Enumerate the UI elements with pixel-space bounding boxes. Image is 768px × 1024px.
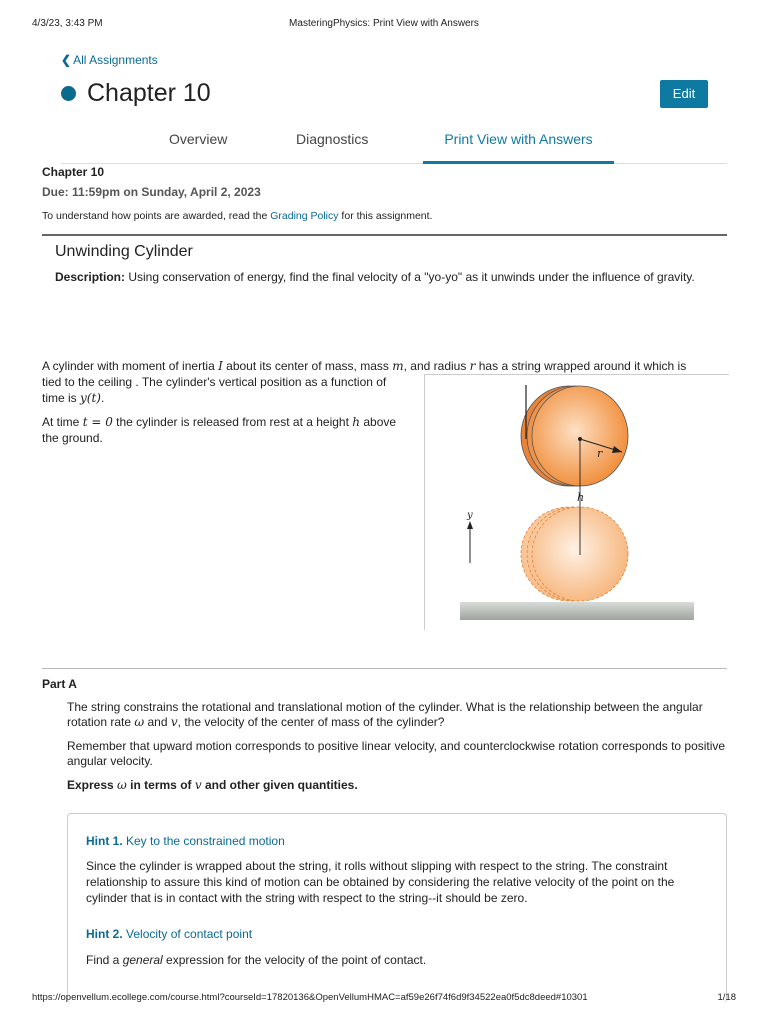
page-number: 1/18	[717, 992, 736, 1003]
math-y-of-t: y(t)	[80, 391, 101, 405]
instruction-text: Express	[67, 778, 118, 792]
hint-text: expression for the velocity of the point of contact.	[162, 953, 427, 967]
math-omega: ω	[134, 715, 145, 729]
tab-print-view-with-answers[interactable]: Print View with Answers	[423, 131, 614, 164]
hint-2-toggle[interactable]	[86, 927, 252, 941]
math-v: v	[194, 778, 202, 792]
part-a-title: Part A	[42, 677, 77, 691]
intro-text: tied to the ceiling . The cylinder's vertical position as a function of time is	[42, 375, 387, 405]
hint-1-toggle[interactable]	[86, 834, 285, 848]
intro-text: , and radius	[403, 359, 470, 373]
intro-text: above the ground.	[42, 415, 397, 445]
part-a-instruction	[67, 778, 727, 793]
description-label: Description:	[55, 270, 126, 284]
part-a-question	[67, 700, 727, 730]
part-a-body	[67, 700, 727, 802]
status-dot-icon	[61, 86, 76, 101]
chapter-title: Chapter 10	[87, 79, 211, 107]
all-assignments-link[interactable]	[61, 53, 158, 67]
problem-description	[55, 270, 735, 284]
tab-bar	[61, 124, 727, 164]
math-t-equals-0: t = 0	[82, 415, 113, 429]
hint-2-body	[86, 952, 711, 968]
y-axis-label: y	[467, 510, 473, 521]
math-I: I	[218, 359, 223, 373]
page-url: https://openvellum.ecollege.com/course.html?courseId=17820136&OpenVellumHMAC=af59e26f74f6d9f34522ea0f5dc8deed#10301	[32, 992, 588, 1003]
yo-yo-diagram	[425, 375, 730, 631]
math-m: m	[392, 359, 404, 373]
hint-1-body: Since the cylinder is wrapped about the string, it rolls without slipping with respect to the string. The constraint relationship to assure this kind of motion can be obtained by considering the relative velocity of the point on the cylinder that is in contact with the string with respect to the string--it should be zero.	[86, 859, 675, 905]
tab-diagnostics[interactable]: Diagnostics	[296, 131, 369, 147]
print-datetime: 4/3/23, 3:43 PM	[32, 18, 103, 29]
all-assignments-label: All Assignments	[73, 53, 158, 67]
grading-policy-link[interactable]: Grading Policy	[270, 210, 339, 222]
hints-panel	[67, 813, 727, 1003]
intro-text: the cylinder is released from rest at a height	[112, 415, 353, 429]
hint-number: Hint 1.	[86, 834, 123, 848]
hint-title: Key to the constrained motion	[122, 834, 285, 848]
problem-title: Unwinding Cylinder	[55, 243, 193, 260]
grading-policy-note	[42, 210, 432, 222]
hint-title: Velocity of contact point	[122, 927, 253, 941]
intro-text: A cylinder with moment of inertia	[42, 359, 219, 373]
math-h: h	[352, 415, 361, 429]
ground	[460, 602, 694, 620]
policy-text-before: To understand how points are awarded, read the	[42, 210, 271, 222]
description-text: Using conservation of energy, find the final velocity of a "yo-yo" as it unwinds under the influence of gravity.	[125, 270, 695, 284]
intro-line-1	[42, 358, 686, 374]
edit-button[interactable]: Edit	[660, 80, 708, 108]
intro-line-2	[42, 374, 407, 406]
height-label: h	[577, 491, 585, 504]
hint-emphasis: general	[122, 953, 163, 967]
tab-overview[interactable]: Overview	[169, 131, 228, 147]
assignment-title: Chapter 10	[42, 165, 105, 179]
part-divider	[42, 668, 727, 669]
math-v: v	[170, 715, 178, 729]
question-text: , the velocity of the center of mass of the cylinder?	[177, 715, 445, 729]
assignment-due: Due: 11:59pm on Sunday, April 2, 2023	[42, 185, 261, 199]
intro-paragraph-2	[42, 414, 407, 446]
section-divider	[42, 234, 727, 236]
intro-text: .	[100, 391, 105, 405]
question-text: and	[144, 715, 171, 729]
math-r: r	[469, 359, 476, 373]
print-page-title: MasteringPhysics: Print View with Answers	[289, 18, 479, 29]
part-a-sign-note: Remember that upward motion corresponds to positive linear velocity, and counterclockwise rotation corresponds to positive angular velocity.	[67, 739, 726, 768]
hint-text: Find a	[86, 953, 123, 967]
question-text: The string constrains the rotational and translational motion of the cylinder. What is the relationship between the angular rotation rate	[67, 700, 703, 729]
chevron-left-icon: ❮	[61, 53, 72, 67]
instruction-text: in terms of	[126, 778, 195, 792]
hint-number: Hint 2.	[86, 927, 123, 941]
intro-text: At time	[42, 415, 83, 429]
policy-text-after: for this assignment.	[338, 210, 433, 222]
page-title	[61, 79, 211, 108]
y-axis-arrowhead	[467, 521, 473, 529]
cylinder-figure	[424, 374, 729, 630]
radius-label: r	[597, 447, 603, 460]
instruction-text: and other given quantities.	[201, 778, 358, 792]
intro-text: has a string wrapped around it which is	[475, 359, 687, 373]
math-omega: ω	[117, 778, 127, 792]
intro-text: about its center of mass, mass	[222, 359, 393, 373]
